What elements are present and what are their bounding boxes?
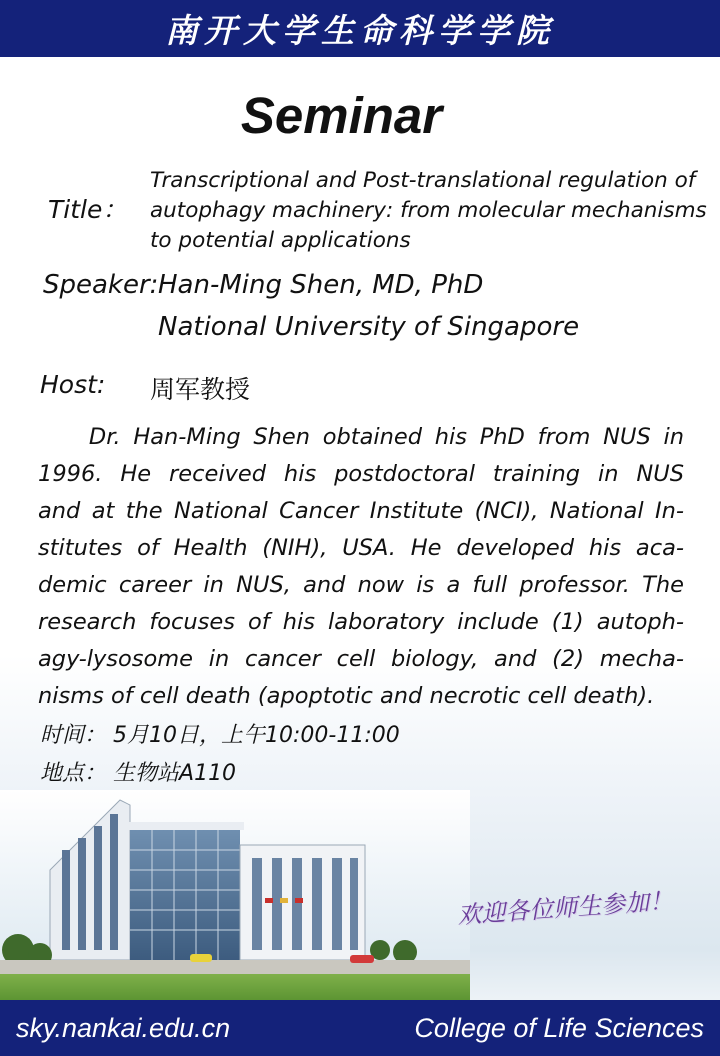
school-name: 南开大学生命科学学院: [165, 11, 555, 50]
place-row: [40, 756, 236, 787]
footer-url[interactable]: sky.nankai.edu.cn: [16, 1012, 231, 1043]
bio-line: and at the National Cancer Institute (NCI), National In-: [38, 498, 684, 524]
time-row: [40, 718, 400, 749]
poster-heading: Seminar: [240, 87, 443, 144]
title-label: Title：: [48, 195, 128, 224]
talk-title-line: autophagy machinery: from molecular mechanisms: [150, 198, 707, 223]
bio-line: 1996. He received his postdoctoral training in NUS: [38, 461, 684, 487]
speaker-bio: [38, 419, 684, 715]
talk-title-line: to potential applications: [150, 228, 411, 253]
header-banner: [0, 0, 720, 57]
place-value: 生物站A110: [113, 761, 237, 786]
talk-title-line: Transcriptional and Post-translational regulation of: [150, 168, 696, 193]
speaker-name: Han-Ming Shen, MD, PhD: [158, 270, 484, 300]
place-label: 地点：: [40, 761, 107, 786]
host-label: Host:: [40, 370, 106, 399]
bio-line: demic career in NUS, and now is a full professor. The: [38, 572, 684, 598]
bio-line: stitutes of Health (NIH), USA. He developed his aca-: [38, 535, 684, 561]
campus-building-illustration: [0, 790, 470, 1010]
welcome-message: 欢迎各位师生参加！: [456, 886, 674, 930]
speaker-institution: National University of Singapore: [158, 312, 580, 342]
talk-title: [150, 166, 710, 256]
bio-line: research focuses of his laboratory include (1) autoph-: [38, 609, 684, 635]
bio-line: Dr. Han-Ming Shen obtained his PhD from NUS in: [38, 424, 684, 450]
time-label: 时间：: [40, 723, 107, 748]
time-value: 5月10日，上午10:00-11:00: [113, 723, 400, 748]
host-name: 周军教授: [150, 375, 251, 404]
footer-banner: [0, 1000, 720, 1056]
speaker-label: Speaker:: [43, 270, 159, 300]
footer-college: College of Life Sciences: [414, 1012, 704, 1043]
bio-line: nisms of cell death (apoptotic and necrotic cell death).: [38, 683, 655, 709]
bio-line: agy-lysosome in cancer cell biology, and (2) mecha-: [38, 646, 684, 672]
